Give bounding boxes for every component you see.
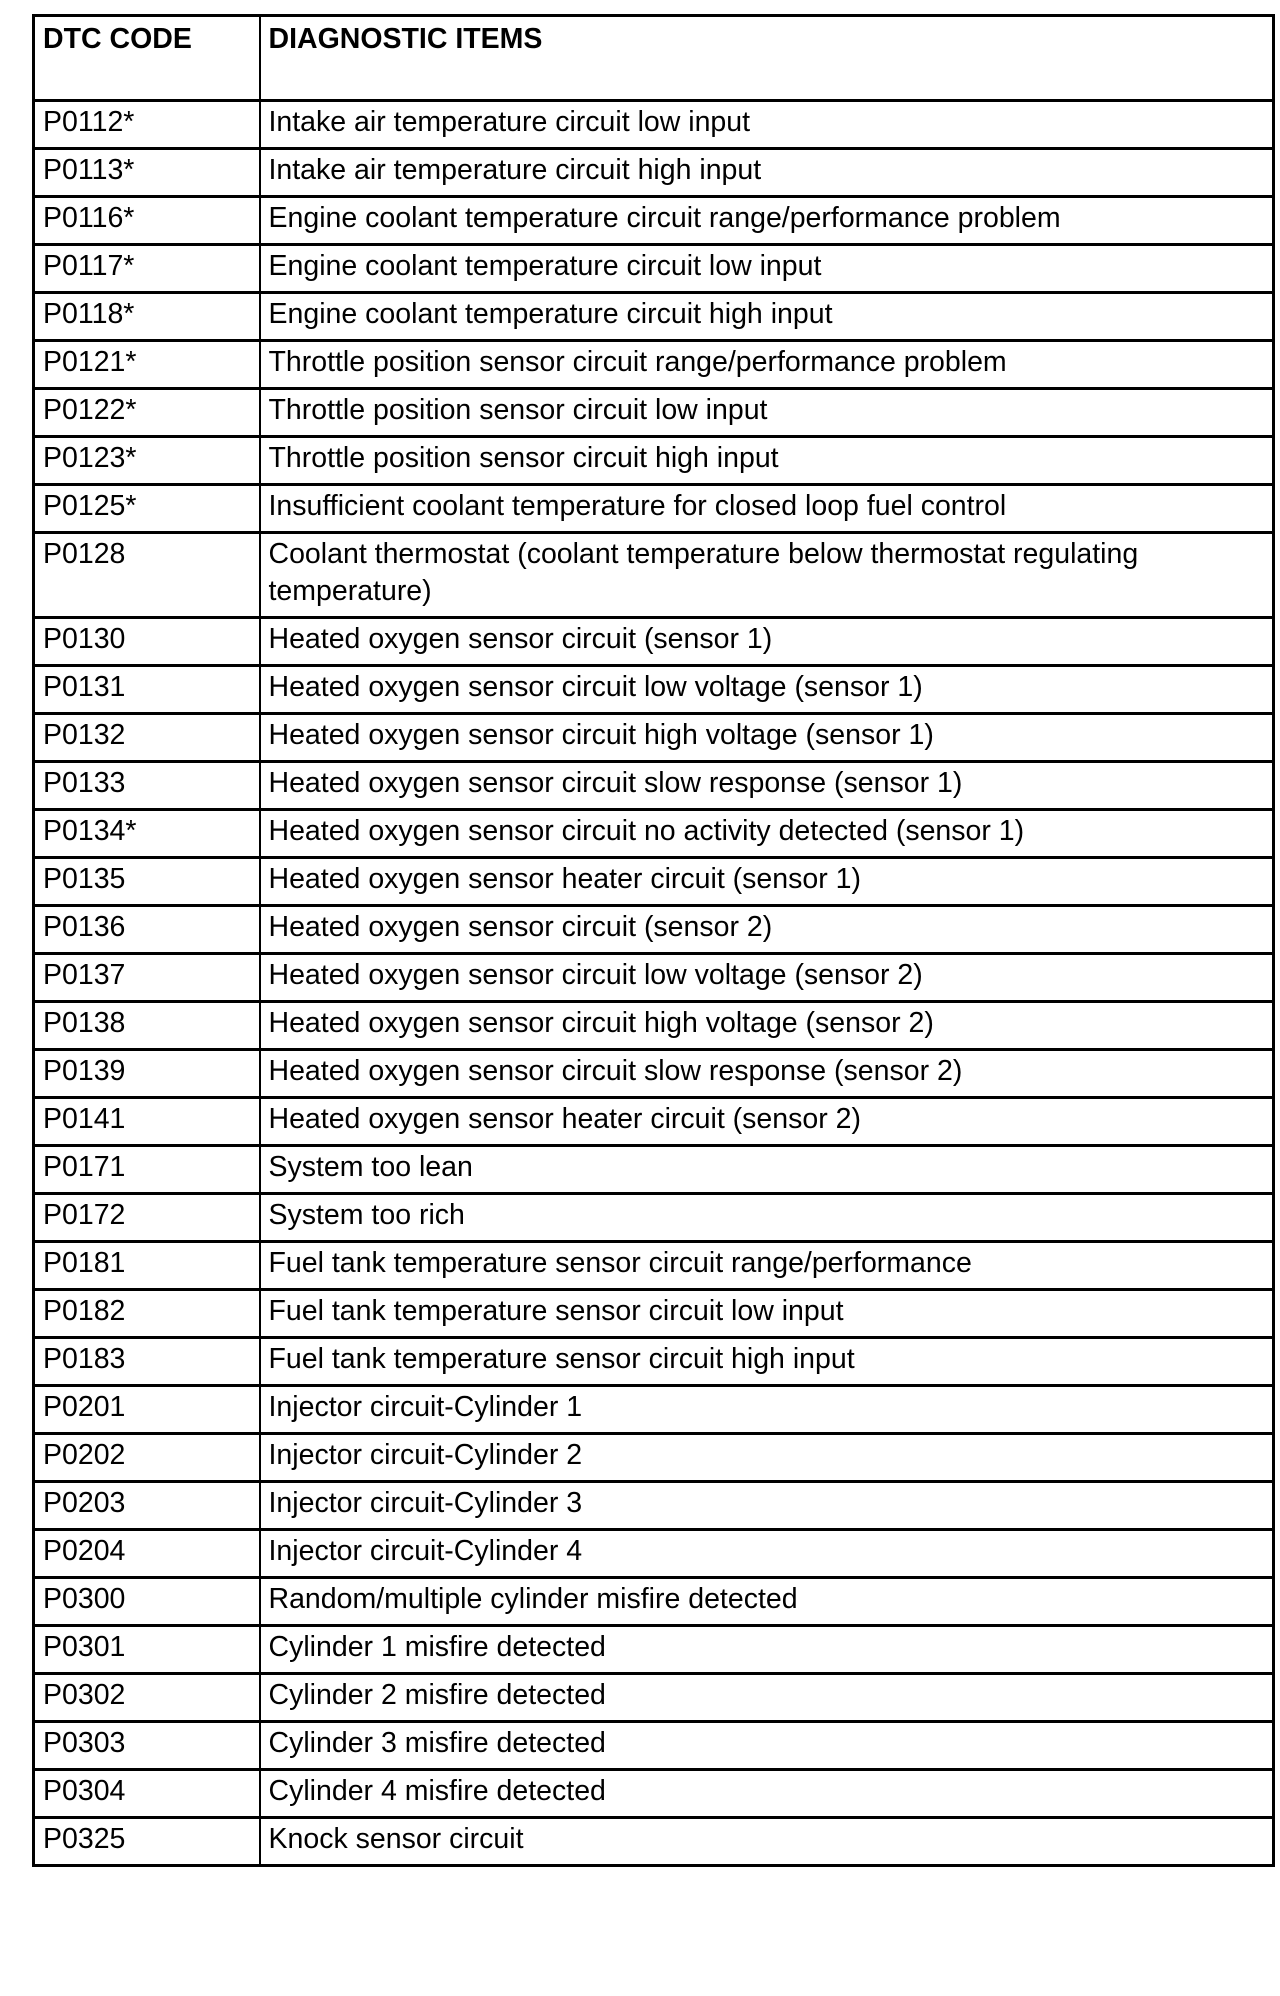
dtc-code-cell: P0130	[34, 618, 260, 666]
dtc-code-cell: P0183	[34, 1338, 260, 1386]
table-row	[34, 618, 1274, 666]
table-row	[34, 245, 1274, 293]
diagnostic-item-cell: Fuel tank temperature sensor circuit low input	[260, 1290, 1274, 1338]
diagnostic-item-cell: Heated oxygen sensor circuit (sensor 2)	[260, 906, 1274, 954]
table-row	[34, 341, 1274, 389]
dtc-code-cell: P0134*	[34, 810, 260, 858]
table-row	[34, 1434, 1274, 1482]
dtc-code-cell: P0203	[34, 1482, 260, 1530]
table-row	[34, 1674, 1274, 1722]
dtc-code-cell: P0139	[34, 1050, 260, 1098]
table-row	[34, 1578, 1274, 1626]
table-row	[34, 1242, 1274, 1290]
table-row	[34, 1002, 1274, 1050]
table-row	[34, 389, 1274, 437]
dtc-code-cell: P0204	[34, 1530, 260, 1578]
table-row	[34, 858, 1274, 906]
dtc-code-cell: P0136	[34, 906, 260, 954]
dtc-code-cell: P0122*	[34, 389, 260, 437]
table-row	[34, 101, 1274, 149]
table-row	[34, 1050, 1274, 1098]
dtc-code-cell: P0132	[34, 714, 260, 762]
diagnostic-item-cell: Intake air temperature circuit low input	[260, 101, 1274, 149]
diagnostic-item-cell: Cylinder 4 misfire detected	[260, 1770, 1274, 1818]
table-row	[34, 1770, 1274, 1818]
dtc-code-cell: P0121*	[34, 341, 260, 389]
diagnostic-item-cell: Throttle position sensor circuit low input	[260, 389, 1274, 437]
table-row	[34, 666, 1274, 714]
diagnostic-item-cell: Cylinder 2 misfire detected	[260, 1674, 1274, 1722]
diagnostic-item-cell: Insufficient coolant temperature for closed loop fuel control	[260, 485, 1274, 533]
dtc-code-cell: P0303	[34, 1722, 260, 1770]
dtc-code-cell: P0113*	[34, 149, 260, 197]
diagnostic-item-cell: Random/multiple cylinder misfire detected	[260, 1578, 1274, 1626]
dtc-table	[32, 14, 1275, 1867]
table-row	[34, 293, 1274, 341]
dtc-code-cell: P0325	[34, 1818, 260, 1866]
dtc-code-cell: P0137	[34, 954, 260, 1002]
table-row	[34, 1194, 1274, 1242]
diagnostic-item-cell: Heated oxygen sensor circuit slow response (sensor 2)	[260, 1050, 1274, 1098]
dtc-code-cell: P0133	[34, 762, 260, 810]
diagnostic-item-cell: Heated oxygen sensor circuit no activity detected (sensor 1)	[260, 810, 1274, 858]
table-row	[34, 1482, 1274, 1530]
dtc-code-cell: P0128	[34, 533, 260, 618]
dtc-code-cell: P0123*	[34, 437, 260, 485]
table-row	[34, 906, 1274, 954]
table-row	[34, 149, 1274, 197]
diagnostic-item-cell: Fuel tank temperature sensor circuit high input	[260, 1338, 1274, 1386]
table-row	[34, 1098, 1274, 1146]
table-row	[34, 1626, 1274, 1674]
diagnostic-item-cell: Engine coolant temperature circuit high input	[260, 293, 1274, 341]
table-row	[34, 954, 1274, 1002]
diagnostic-item-cell: Heated oxygen sensor circuit low voltage (sensor 2)	[260, 954, 1274, 1002]
diagnostic-item-cell: Cylinder 1 misfire detected	[260, 1626, 1274, 1674]
diagnostic-item-cell: Throttle position sensor circuit high input	[260, 437, 1274, 485]
diagnostic-item-cell: Coolant thermostat (coolant temperature below thermostat regulating temperature)	[260, 533, 1274, 618]
dtc-code-cell: P0118*	[34, 293, 260, 341]
dtc-code-cell: P0135	[34, 858, 260, 906]
table-row	[34, 1722, 1274, 1770]
dtc-code-cell: P0171	[34, 1146, 260, 1194]
table-row	[34, 197, 1274, 245]
dtc-code-cell: P0301	[34, 1626, 260, 1674]
diagnostic-item-cell: Engine coolant temperature circuit low input	[260, 245, 1274, 293]
table-body	[34, 101, 1274, 1866]
dtc-code-cell: P0302	[34, 1674, 260, 1722]
dtc-code-cell: P0172	[34, 1194, 260, 1242]
dtc-code-cell: P0112*	[34, 101, 260, 149]
diagnostic-item-cell: Injector circuit-Cylinder 3	[260, 1482, 1274, 1530]
table-row	[34, 1530, 1274, 1578]
dtc-code-cell: P0117*	[34, 245, 260, 293]
table-header-row	[34, 16, 1274, 101]
dtc-code-cell: P0202	[34, 1434, 260, 1482]
column-header-dtc-code: DTC CODE	[34, 16, 260, 101]
diagnostic-item-cell: Heated oxygen sensor circuit (sensor 1)	[260, 618, 1274, 666]
dtc-code-cell: P0182	[34, 1290, 260, 1338]
diagnostic-item-cell: Heated oxygen sensor circuit high voltage (sensor 2)	[260, 1002, 1274, 1050]
dtc-code-cell: P0300	[34, 1578, 260, 1626]
table-row	[34, 1386, 1274, 1434]
dtc-code-cell: P0181	[34, 1242, 260, 1290]
diagnostic-item-cell: Heated oxygen sensor circuit slow response (sensor 1)	[260, 762, 1274, 810]
dtc-code-cell: P0116*	[34, 197, 260, 245]
diagnostic-item-cell: Throttle position sensor circuit range/performance problem	[260, 341, 1274, 389]
diagnostic-item-cell: Intake air temperature circuit high input	[260, 149, 1274, 197]
dtc-code-cell: P0138	[34, 1002, 260, 1050]
diagnostic-item-cell: Heated oxygen sensor circuit low voltage (sensor 1)	[260, 666, 1274, 714]
table-row	[34, 810, 1274, 858]
diagnostic-item-cell: Engine coolant temperature circuit range/performance problem	[260, 197, 1274, 245]
diagnostic-item-cell: System too lean	[260, 1146, 1274, 1194]
diagnostic-item-cell: Heated oxygen sensor heater circuit (sensor 2)	[260, 1098, 1274, 1146]
diagnostic-item-cell: Heated oxygen sensor heater circuit (sensor 1)	[260, 858, 1274, 906]
diagnostic-item-cell: Injector circuit-Cylinder 4	[260, 1530, 1274, 1578]
diagnostic-item-cell: Injector circuit-Cylinder 1	[260, 1386, 1274, 1434]
dtc-code-cell: P0141	[34, 1098, 260, 1146]
diagnostic-item-cell: System too rich	[260, 1194, 1274, 1242]
table-row	[34, 1290, 1274, 1338]
table-row	[34, 485, 1274, 533]
diagnostic-item-cell: Cylinder 3 misfire detected	[260, 1722, 1274, 1770]
diagnostic-item-cell: Fuel tank temperature sensor circuit range/performance	[260, 1242, 1274, 1290]
table-row	[34, 1146, 1274, 1194]
dtc-code-cell: P0304	[34, 1770, 260, 1818]
dtc-code-cell: P0201	[34, 1386, 260, 1434]
table-row	[34, 1338, 1274, 1386]
diagnostic-item-cell: Knock sensor circuit	[260, 1818, 1274, 1866]
table-row	[34, 714, 1274, 762]
table-row	[34, 1818, 1274, 1866]
column-header-diagnostic-items: DIAGNOSTIC ITEMS	[260, 16, 1274, 101]
table-row	[34, 762, 1274, 810]
diagnostic-item-cell: Injector circuit-Cylinder 2	[260, 1434, 1274, 1482]
table-row	[34, 533, 1274, 618]
diagnostic-item-cell: Heated oxygen sensor circuit high voltage (sensor 1)	[260, 714, 1274, 762]
table-row	[34, 437, 1274, 485]
dtc-code-cell: P0125*	[34, 485, 260, 533]
dtc-code-cell: P0131	[34, 666, 260, 714]
